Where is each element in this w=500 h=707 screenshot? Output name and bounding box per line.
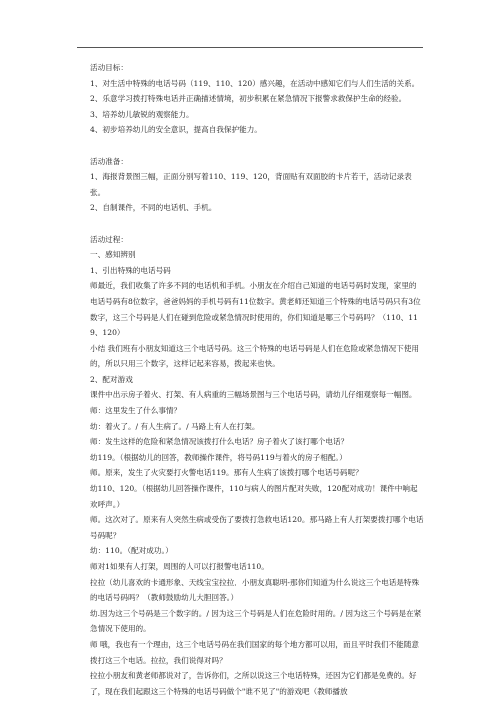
- goal-item: 2、乐意学习拨打特殊电话并正确描述情境，初步积累在紧急情况下报警求救保护生命的经验。: [90, 94, 407, 104]
- prep-item: 1、海报背景图三幅，正面分别写着110、119、120，背面贴有双面胶的卡片若干，活动记录表张。: [90, 172, 412, 197]
- process-paragraph: 一、感知辨别: [90, 250, 136, 260]
- spacer: [90, 216, 424, 232]
- process-paragraph: 1、引出特殊的电话号码: [90, 265, 171, 275]
- process-paragraph: 幼.因为这三个号码是三个数字的。/ 因为这三个号码是人们在危险时用的。/ 因为这三个号码是在紧急情况下使用的。: [90, 608, 422, 634]
- goals-heading: 活动目标：: [90, 63, 128, 72]
- process-paragraph: 师最近，我们收集了许多不同的电话机和手机。小朋友在介绍自己知道的电话号码时发现，家里的电话号码有8位数字，爸爸妈妈的手机号码有11位数字。黄老师还知道三个特殊的电话号码只有3位数字，这三个号码是人们在碰到危险或紧急情况时使用的，你们知道是哪三个号码吗？（110、119、120）: [90, 281, 421, 338]
- process-paragraph: 师对1如果有人打架，周围的人可以打报警电话110。: [90, 562, 269, 571]
- process-paragraph: 幼：着火了。/ 有人生病了。/ 马路上有人在打架。: [90, 421, 260, 431]
- process-paragraph: 幼110、120。（根据幼儿回答操作课件，110与病人的图片配对失败，120配对成功！课件中响起欢呼声。）: [90, 484, 418, 509]
- spacer: [90, 138, 424, 154]
- process-paragraph: 师 哦，我也有一个理由，这三个电话号码在我们国家的每个地方都可以用，而且平时我们不能随意拨打这三个电话。拉拉，我们说得对吗？: [90, 639, 419, 665]
- process-paragraph: 课件中出示房子着火、打架、有人病重的三幅场景图与三个电话号码，请幼儿仔细观察每一幅图。: [90, 390, 417, 400]
- process-heading: 活动过程：: [90, 234, 128, 244]
- process-paragraph: 拉拉小朋友和黄老师都说对了，告诉你们，之所以说这三个电话特殊，还因为它们都是免费的。好了，现在我们起跟这三个特殊的电话号码做个"谁不见了"的游戏吧（教师播放: [90, 671, 417, 696]
- goal-item: 4、初步培养幼儿的安全意识，提高自我保护能力。: [90, 125, 262, 135]
- process-paragraph: 幼：110。（配对成功。）: [90, 546, 173, 556]
- document-body: [90, 60, 424, 699]
- prep-heading: 活动准备：: [90, 156, 128, 166]
- process-paragraph: 小结 我们班有小朋友知道这三个电话号码。这三个特殊的电话号码是人们在危险或紧急情况下使用的，所以只用三个数字，这样记起来容易，拨起来也快。: [90, 343, 419, 369]
- goal-item: 1、对生活中特殊的电话号码（119、110、120）感兴趣，在活动中感知它们与人们生活的关系。: [90, 78, 420, 88]
- process-paragraph: 幼119。（根据幼儿的回答，教师操作课件，将号码119与着火的房子相配。）: [90, 452, 347, 462]
- goal-item: 3、培养幼儿敏锐的观察能力。: [90, 109, 194, 119]
- prep-item: 2、自制课件，不同的电话机、手机。: [90, 203, 217, 213]
- process-paragraph: 师：这里发生了什么事情？: [90, 406, 182, 416]
- process-paragraph: 师：发生这样的危险和紧急情况该拨打什么电话？房子着火了该打哪个电话？: [90, 437, 349, 447]
- process-paragraph: 师。这次对了。原来有人突然生病或受伤了要拨打急救电话120。那马路上有人打架要拨打哪个电话号码呢？: [90, 515, 424, 540]
- process-paragraph: 2、配对游戏: [90, 374, 133, 384]
- header-rule: [77, 47, 423, 48]
- process-paragraph: 拉拉（幼儿喜欢的卡通形象、天线宝宝拉拉．小朋友真聪明-那你们知道为什么说这三个电话是特殊的电话号码吗？（教师鼓励幼儿大胆回答。）: [90, 577, 420, 603]
- process-paragraph: 师。原来，发生了火灾要打火警电话119。那有人生病了该拨打哪个电话号码呢？: [90, 468, 363, 478]
